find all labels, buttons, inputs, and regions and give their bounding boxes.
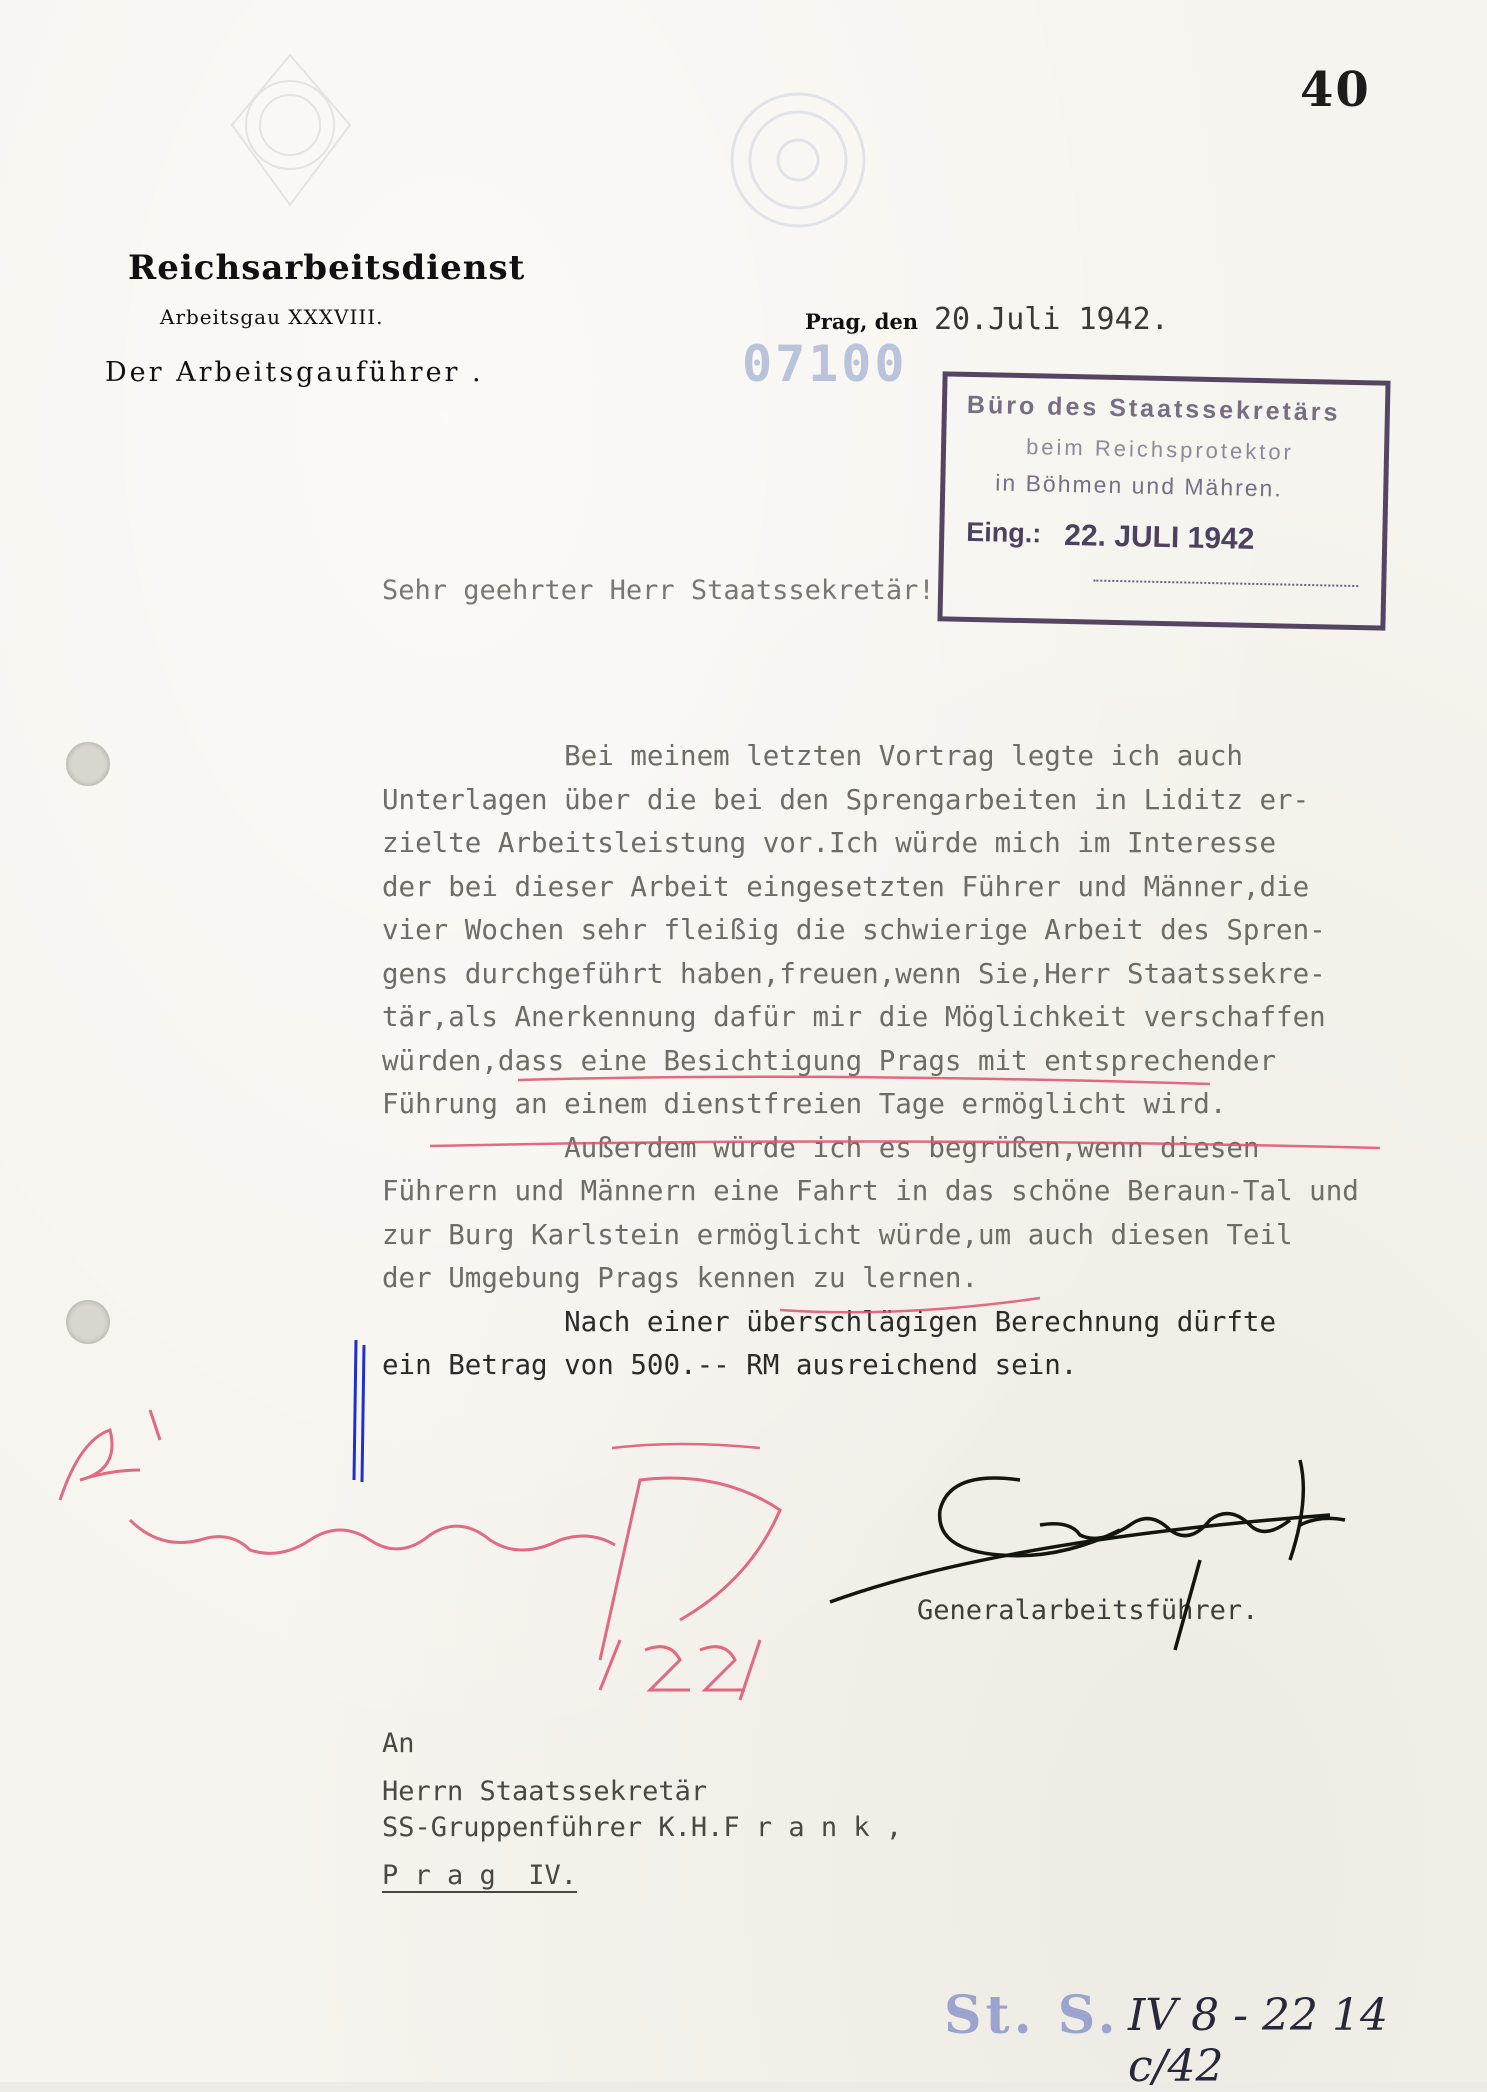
address-line2: SS-Gruppenführer K.H.F r a n k , bbox=[382, 1812, 903, 1843]
footer-reference: IV 8 - 22 14 c/42 bbox=[1128, 1990, 1388, 2092]
registry-number-stamp: 07100 bbox=[742, 335, 908, 393]
body-line: Bei meinem letzten Vortrag legte ich auch bbox=[382, 740, 1243, 772]
red-pencil-underlines bbox=[430, 1077, 1380, 1448]
received-stamp-label: Eing.: bbox=[965, 516, 1042, 549]
received-stamp-line1: Büro des Staatssekretärs bbox=[966, 390, 1341, 427]
address-line3: P r a g IV. bbox=[382, 1860, 578, 1891]
body-line: vier Wochen sehr fleißig die schwierige Arbeit des Spren- bbox=[382, 914, 1326, 946]
letterhead-organization: Reichsarbeitsdienst bbox=[128, 248, 526, 288]
received-stamp-line3: in Böhmen und Mähren. bbox=[995, 469, 1284, 502]
body-line: gens durchgeführt haben,freuen,wenn Sie,Herr Staatssekre- bbox=[382, 957, 1326, 990]
body-line: würden,dass eine Besichtigung Prags mit entsprechender bbox=[382, 1044, 1277, 1077]
body-line: Außerdem würde ich es begrüßen,wenn diesen bbox=[382, 1131, 1260, 1164]
footer-stamp: St. S. bbox=[944, 1985, 1120, 2046]
letter-date: 20.Juli 1942. bbox=[934, 302, 1169, 337]
salutation: Sehr geehrter Herr Staatssekretär! bbox=[382, 575, 935, 606]
received-stamp-date: 22. JULI 1942 bbox=[1063, 518, 1255, 556]
address-line1: Herrn Staatssekretär bbox=[382, 1776, 708, 1807]
body-line: ein Betrag von 500.-- RM ausreichend sein. bbox=[382, 1349, 1078, 1381]
body-line: Nach einer überschlägigen Berechnung dürfte bbox=[382, 1305, 1277, 1338]
body-line: der Umgebung Prags kennen zu lernen. bbox=[382, 1262, 979, 1294]
body-line: zur Burg Karlstein ermöglicht würde,um auch diesen Teil bbox=[382, 1218, 1293, 1251]
body-line: tär,als Anerkennung dafür mir die Möglichkeit verschaffen bbox=[382, 1001, 1326, 1033]
red-handwritten-note bbox=[60, 1410, 780, 1700]
address-to: An bbox=[382, 1728, 415, 1759]
letterhead-district: Arbeitsgau XXXVIII. bbox=[160, 305, 384, 329]
body-line: Unterlagen über die bei den Sprengarbeiten in Liditz er- bbox=[382, 783, 1310, 816]
place-label: Prag, den bbox=[805, 309, 919, 334]
body-line: Führern und Männern eine Fahrt in das schöne Beraun-Tal und bbox=[382, 1175, 1359, 1207]
signature-title: Generalarbeitsführer. bbox=[917, 1595, 1259, 1626]
body-line: Führung an einem dienstfreien Tage ermöglicht wird. bbox=[382, 1088, 1227, 1120]
body-line: zielte Arbeitsleistung vor.Ich würde mich im Interesse bbox=[382, 827, 1277, 859]
blue-pencil-margin-mark bbox=[354, 1340, 364, 1482]
ink-signature bbox=[830, 1460, 1345, 1650]
letterhead-office: Der Arbeitsgauführer . bbox=[105, 357, 484, 388]
received-stamp-line2: beim Reichsprotektor bbox=[1025, 434, 1295, 465]
body-line: der bei dieser Arbeit eingesetzten Führer und Männer,die bbox=[382, 870, 1310, 903]
page-number: 40 bbox=[1300, 62, 1371, 118]
